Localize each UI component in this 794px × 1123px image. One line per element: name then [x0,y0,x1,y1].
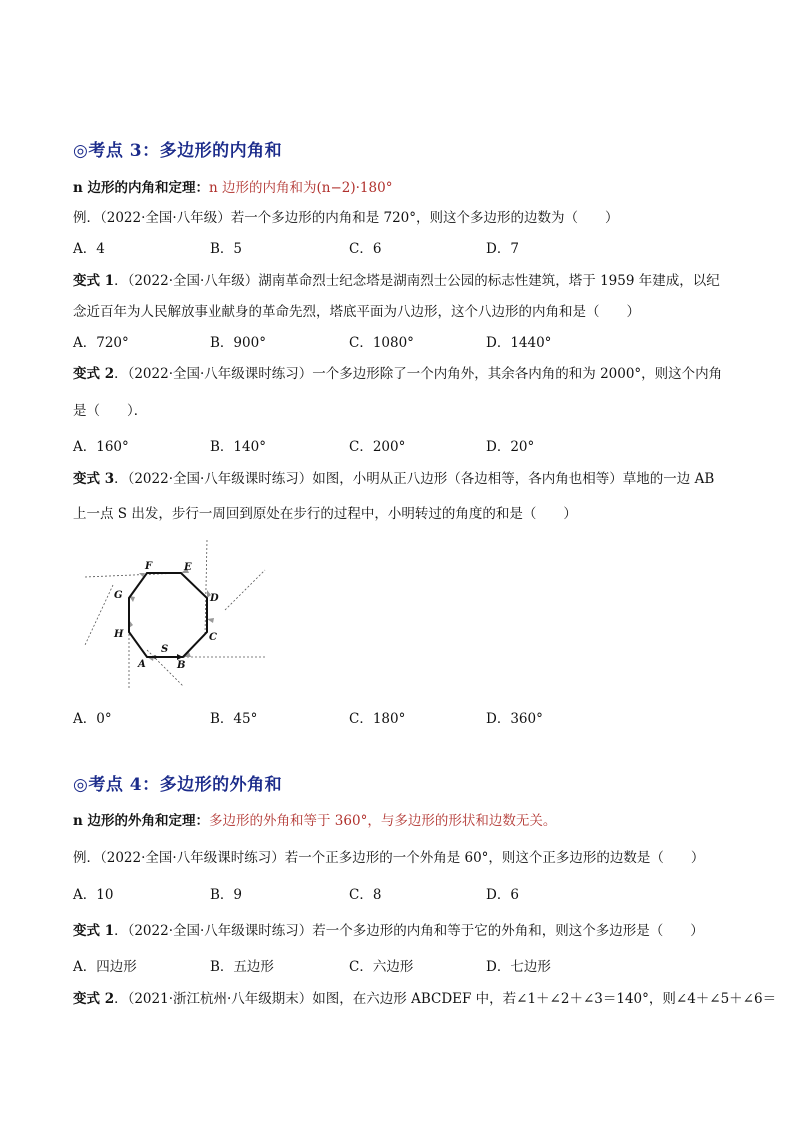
option-b: B．900° [210,335,266,351]
sec3-variant-3-line-2: 上一点 S 出发，步行一周回到原处在步行的过程中，小明转过的角度的和是（ ） [73,506,577,522]
variant-label: 变式 2 [73,366,115,382]
option-b: B．5 [210,241,243,257]
sec3-variant-1-line-1 [73,269,720,289]
sec3-example: 例．（2022·全国·八年级）若一个多边形的内角和是 720°，则这个多边形的边数为（ ） [73,210,619,226]
option-a: A．160° [73,439,129,455]
variant-label: 变式 3 [73,471,115,487]
sec3-variant-3-line-1 [73,467,714,487]
label-h: H [114,629,124,640]
sec3-theorem-text: n 边形的内角和为(n−2)·180° [209,180,393,196]
sec4-variant-2-line-1 [73,987,776,1007]
octagon-walk-figure [83,540,268,692]
extension-line-hg [85,585,113,645]
sec4-variant-1-line-1 [73,919,704,939]
sec4-theorem-text: 多边形的外角和等于 360°，与多边形的形状和边数无关。 [209,813,557,829]
label-s: S [161,644,169,655]
option-d: D．1440° [486,335,552,351]
sec3-theorem [73,176,392,196]
variant-text: ．（2022·全国·八年级课时练习）若一个多边形的内角和等于它的外角和，则这个多边形是（ ） [114,923,704,939]
option-b: B．五边形 [210,959,274,975]
sec3-theorem-label: n 边形的内角和定理： [73,180,210,196]
option-b: B．140° [210,439,266,455]
option-c: C．8 [349,887,382,903]
option-c: C．180° [349,711,406,727]
variant-label: 变式 1 [73,273,115,289]
sec4-example: 例．（2022·全国·八年级课时练习）若一个正多边形的一个外角是 60°，则这个正多边形的边数是（ ） [73,850,705,866]
label-e: E [184,562,192,573]
option-d: D．20° [486,439,535,455]
sec4-theorem [73,809,556,829]
option-b: B．45° [210,711,258,727]
start-point-s [153,655,156,658]
label-b: B [177,660,186,671]
section-3-title: ◎考点 3：多边形的内角和 [73,141,283,161]
option-c: C．6 [349,241,382,257]
label-g: G [114,590,123,601]
variant-text: ．（2022·全国·八年级）湖南革命烈士纪念塔是湖南烈士公园的标志性建筑，塔于 1959 年建成，以纪 [114,273,720,289]
section-4-title: ◎考点 4：多边形的外角和 [73,775,283,795]
sec3-variant-3-options [73,707,753,725]
label-c: C [209,632,217,643]
sec4-example-options [73,883,753,901]
label-d: D [210,593,219,604]
sec3-variant-2-options [73,435,753,453]
sec3-variant-1-line-2: 念近百年为人民解放事业献身的革命先烈，塔底平面为八边形，这个八边形的内角和是（ ） [73,304,640,320]
option-d: D．6 [486,887,519,903]
option-a: A．四边形 [73,959,137,975]
option-a: A．4 [73,241,105,257]
variant-label: 变式 2 [73,991,115,1007]
label-f: F [145,561,153,572]
sec4-variant-1-options [73,955,753,973]
option-a: A．10 [73,887,114,903]
variant-text: ．（2022·全国·八年级课时练习）一个多边形除了一个内角外，其余各内角的和为 2000°，则这个内角 [114,366,723,382]
label-a: A [138,659,146,670]
option-c: C．六边形 [349,959,414,975]
sec3-variant-2-line-2: 是（ ）． [73,403,148,419]
sec3-example-options [73,237,753,255]
option-a: A．720° [73,335,129,351]
variant-label: 变式 1 [73,923,115,939]
sec3-variant-1-options [73,331,753,349]
option-a: A．0° [73,711,112,727]
option-b: B．9 [210,887,243,903]
variant-text: ．（2021·浙江杭州·八年级期末）如图，在六边形 ABCDEF 中，若∠1＋∠2＋∠3＝140°，则∠4＋∠5＋∠6＝ [114,991,777,1007]
variant-text: ．（2022·全国·八年级课时练习）如图，小明从正八边形（各边相等，各内角也相等）草地的一边 AB [114,471,715,487]
option-c: C．200° [349,439,406,455]
option-c: C．1080° [349,335,414,351]
option-d: D．7 [486,241,519,257]
sec4-theorem-label: n 边形的外角和定理： [73,813,210,829]
sec3-variant-2-line-1 [73,362,722,382]
extension-line-dc [225,570,265,610]
option-d: D．七边形 [486,959,551,975]
option-d: D．360° [486,711,543,727]
